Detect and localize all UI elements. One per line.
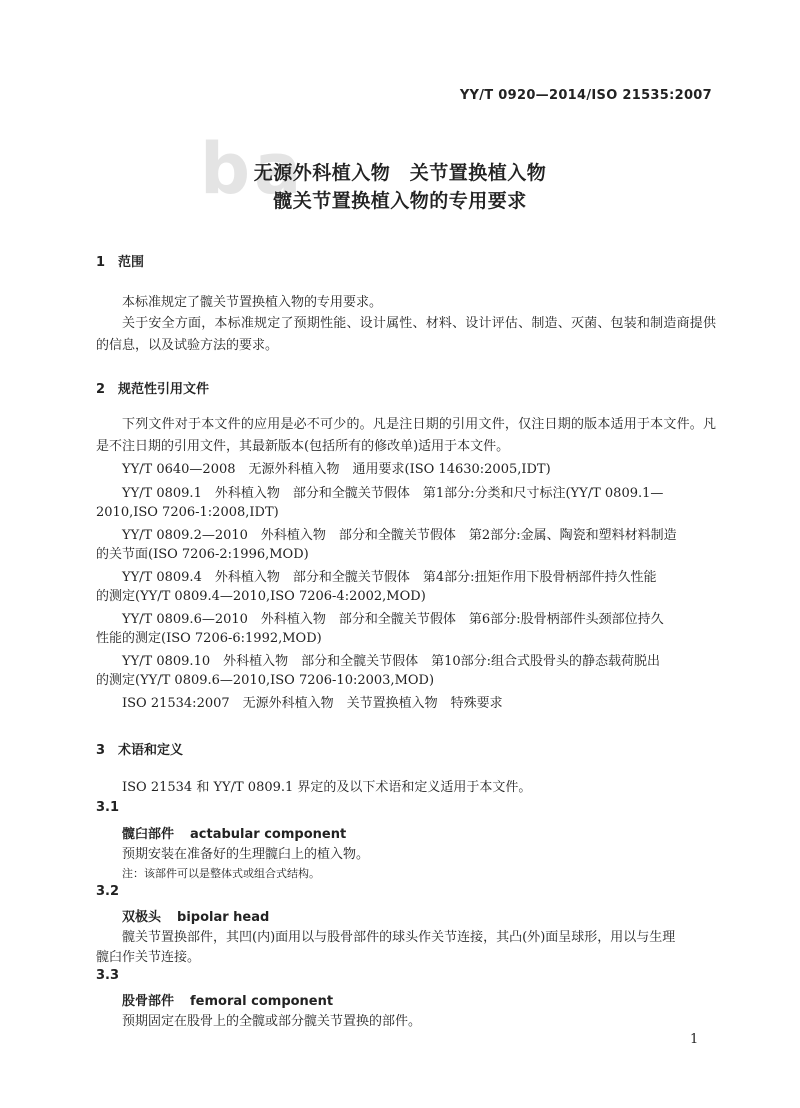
reference-item-cont: 性能的测定(ISO 7206-6:1992,MOD) [96, 631, 322, 646]
reference-item: YY/T 0640—2008 无源外科植入物 通用要求(ISO 14630:2005,IDT) [122, 462, 551, 477]
section-2-intro: 下列文件对于本文件的应用是必不可少的。凡是注日期的引用文件，仅注日期的版本适用于本文件。凡是不注日期的引用文件，其最新版本(包括所有的修改单)适用于本文件。 [96, 417, 716, 454]
term-number: 3.1 [96, 800, 120, 815]
section-1-number: 1 [96, 255, 106, 270]
document-title-line2: 髋关节置换植入物的专用要求 [273, 190, 527, 212]
document-title-line1: 无源外科植入物 关节置换植入物 [253, 162, 547, 184]
standard-number: YY/T 0920—2014/ISO 21535:2007 [459, 88, 712, 103]
section-1-para-2: 关于安全方面，本标准规定了预期性能、设计属性、材料、设计评估、制造、灭菌、包装和制造商提供的信息，以及试验方法的要求。 [96, 316, 716, 353]
term-note: 注：该部件可以是整体式或组合式结构。 [122, 867, 320, 880]
section-3-intro: ISO 21534 和 YY/T 0809.1 界定的及以下术语和定义适用于本文件。 [122, 780, 532, 795]
term-cn: 股骨部件 [122, 994, 175, 1009]
page-number: 1 [690, 1032, 699, 1047]
reference-item: YY/T 0809.4 外科植入物 部分和全髋关节假体 第4部分:扭矩作用下股骨柄部件持久性能 [122, 570, 657, 585]
section-1-para-1: 本标准规定了髋关节置换植入物的专用要求。 [122, 295, 383, 310]
watermark: ba [200, 128, 306, 210]
term-heading [122, 990, 333, 1009]
term-en: actabular component [190, 827, 347, 842]
reference-item-cont: 的关节面(ISO 7206-2:1996,MOD) [96, 547, 309, 562]
reference-item: ISO 21534:2007 无源外科植入物 关节置换植入物 特殊要求 [122, 696, 503, 711]
reference-item-cont: 2010,ISO 7206-1:2008,IDT) [96, 505, 279, 520]
section-3-title: 术语和定义 [118, 743, 184, 758]
term-definition: 预期安装在准备好的生理髋臼上的植入物。 [122, 847, 370, 862]
term-cn: 髋臼部件 [122, 827, 175, 842]
reference-item: YY/T 0809.6—2010 外科植入物 部分和全髋关节假体 第6部分:股骨柄部件头颈部位持久 [122, 612, 664, 627]
term-en: bipolar head [177, 910, 270, 925]
section-1-heading [96, 251, 144, 270]
reference-item: YY/T 0809.10 外科植入物 部分和全髋关节假体 第10部分:组合式股骨头的静态载荷脱出 [122, 654, 661, 669]
term-definition-cont: 髋臼作关节连接。 [96, 950, 201, 965]
reference-item: YY/T 0809.2—2010 外科植入物 部分和全髋关节假体 第2部分:金属、陶瓷和塑料材料制造 [122, 528, 677, 543]
section-1-title: 范围 [118, 255, 145, 270]
term-heading [122, 823, 346, 842]
reference-item-cont: 的测定(YY/T 0809.4—2010,ISO 7206-4:2002,MOD) [96, 589, 426, 604]
section-2-title: 规范性引用文件 [118, 382, 210, 397]
section-3-number: 3 [96, 743, 106, 758]
term-cn: 双极头 [122, 910, 162, 925]
reference-item-cont: 的测定(YY/T 0809.6—2010,ISO 7206-10:2003,MOD) [96, 673, 435, 688]
reference-item: YY/T 0809.1 外科植入物 部分和全髋关节假体 第1部分:分类和尺寸标注(YY/T 0809.1— [122, 486, 664, 501]
section-2-heading [96, 378, 209, 397]
section-3-heading [96, 739, 183, 758]
term-number: 3.2 [96, 884, 120, 899]
section-2-number: 2 [96, 382, 106, 397]
term-definition: 预期固定在股骨上的全髋或部分髋关节置换的部件。 [122, 1014, 422, 1029]
term-definition: 髋关节置换部件，其凹(内)面用以与股骨部件的球头作关节连接，其凸(外)面呈球形，用以与生理 [122, 930, 676, 945]
term-en: femoral component [190, 994, 334, 1009]
term-number: 3.3 [96, 968, 120, 983]
term-heading [122, 906, 269, 925]
